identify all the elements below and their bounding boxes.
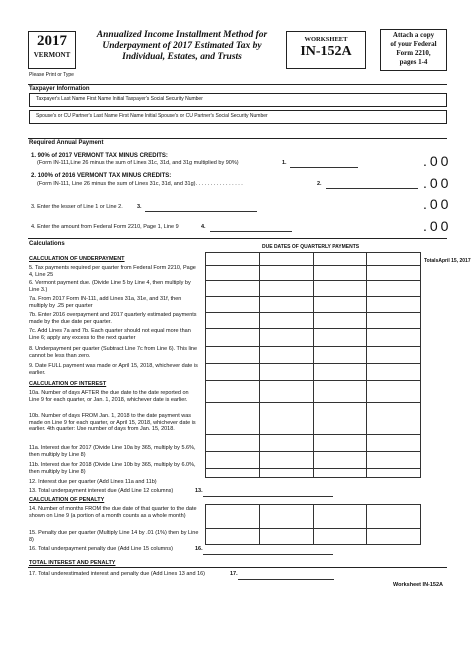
line13-label: 13. Total underpayment interest due (Add Line 12 columns) <box>29 488 174 494</box>
line13-amount-field[interactable] <box>203 496 333 497</box>
underpayment-subheading: CALCULATION OF UNDERPAYMENT <box>29 256 125 262</box>
line4-number: 4. <box>201 224 206 230</box>
q-cell[interactable] <box>206 347 260 364</box>
q-cell[interactable] <box>313 281 367 297</box>
calculations-section-title: Calculations <box>29 241 65 247</box>
q-cell[interactable] <box>206 469 260 478</box>
line4-label: 4. Enter the amount from Federal Form 2210, Page 1, Line 9 <box>31 224 179 230</box>
interest-subheading: CALCULATION OF INTEREST <box>29 381 107 387</box>
line12-label: 12. Interest due per quarter (Add Lines 11a and 11b) <box>29 479 157 485</box>
q-cell[interactable] <box>367 347 421 364</box>
q-cell[interactable] <box>206 529 260 545</box>
line2-amount-field[interactable] <box>326 188 418 189</box>
year: 2017 <box>37 33 67 49</box>
penalty-subheading: CALCULATION OF PENALTY <box>29 497 105 503</box>
q-cell[interactable] <box>206 281 260 297</box>
q-cell[interactable] <box>367 253 421 266</box>
line16-amount-field[interactable] <box>203 554 333 555</box>
line13-number: 13. <box>195 488 203 494</box>
q-cell[interactable] <box>367 435 421 452</box>
line4-amount-field[interactable] <box>210 231 292 232</box>
line7a-label: 7a. From 2017 Form IN-111, add Lines 31a, 31e, and 31f, then multiply by .25 per quarter <box>29 296 182 309</box>
q-cell[interactable] <box>367 469 421 478</box>
line7b-label: 7b. Enter 2016 overpayment and 2017 quarterly estimated payments made by the due date per quarter. <box>29 312 197 325</box>
line2-number: 2. <box>317 181 322 187</box>
line16-number: 16. <box>195 546 203 552</box>
worksheet-label: WORKSHEET <box>304 36 348 43</box>
line1-amount-field[interactable] <box>290 167 358 168</box>
line3-label: 3. Enter the lesser of Line 1 or Line 2. <box>31 204 123 210</box>
attach-line2: of your Federal <box>390 40 437 48</box>
q-cell[interactable] <box>367 403 421 435</box>
spouse-name-label: Spouse's or CU Partner's Last Name First Name Initial Spouse's or CU Partner's Social Security Number <box>36 113 268 119</box>
line5-label: 5. Tax payments required per quarter from Federal Form 2210, Page 4, Line 25 <box>29 265 196 278</box>
q-cell[interactable] <box>206 403 260 435</box>
q-cell[interactable] <box>206 435 260 452</box>
line14-label: 14. Number of months FROM the due date of that quarter to the date shown on Line 9 (a portion of a month counts as a whole month) <box>29 506 197 519</box>
form-title-2: Underpayment of 2017 Estimated Tax by <box>102 41 262 51</box>
q-cell[interactable] <box>367 505 421 529</box>
q-cell[interactable] <box>206 381 260 403</box>
q-cell[interactable] <box>367 529 421 545</box>
q-cell[interactable] <box>367 266 421 281</box>
line1-desc: (Form IN-111,Line 26 minus the sum of Lines 31c, 31d, and 31g multiplied by 90%) <box>37 160 239 166</box>
line1-zero: .00 <box>423 153 452 169</box>
line4-zero: .00 <box>423 218 452 234</box>
q-cell[interactable] <box>313 313 367 329</box>
line17-label: 17. Total underestimated interest and penalty due (Add Lines 13 and 16) <box>29 571 206 577</box>
line17-number: 17. <box>230 571 238 577</box>
attach-line1: Attach a copy <box>392 31 435 39</box>
q-cell[interactable] <box>259 347 313 364</box>
q-cell[interactable] <box>313 266 367 281</box>
penalty-grid <box>205 504 421 545</box>
line2-zero: .00 <box>423 175 452 191</box>
q-cell[interactable] <box>313 381 367 403</box>
line7c-label: 7c. Add Lines 7a and 7b. Each quarter should not equal more than Line 6; apply any excess to the next quarter <box>29 328 191 341</box>
q-cell[interactable] <box>367 297 421 313</box>
worksheet-id: IN-152A <box>300 44 352 59</box>
q-cell[interactable] <box>313 364 367 381</box>
q-cell[interactable] <box>313 452 367 469</box>
line16-label: 16. Total underpayment penalty due (Add Line 15 columns) <box>29 546 173 552</box>
q-cell[interactable] <box>206 505 260 529</box>
q-cell[interactable] <box>367 452 421 469</box>
line9-label: 9. Date FULL payment was made or April 15, 2018, whichever date is earlier. <box>29 363 198 376</box>
q-cell[interactable] <box>259 297 313 313</box>
line10b-label: 10b. Number of days FROM Jan. 1, 2018 to the date payment was made on Line 9 for each quarter, or April 15, 2018, whichever date is earlier. 4th quarter: Use number of days from Jan. 15, 2018. <box>29 413 196 432</box>
footer-worksheet-id: Worksheet IN-152A <box>393 582 444 588</box>
line3-amount-field[interactable] <box>145 211 257 212</box>
totals-column-header: TotalsApril 15, 2017 <box>424 258 471 264</box>
line1-title: 1. 90% of 2017 VERMONT TAX MINUS CREDITS: <box>31 153 168 159</box>
q-cell[interactable] <box>313 297 367 313</box>
q-cell[interactable] <box>206 329 260 347</box>
q-cell[interactable] <box>313 469 367 478</box>
q-cell[interactable] <box>259 529 313 545</box>
q-cell[interactable] <box>367 281 421 297</box>
form-title-1: Annualized Income Installment Method for <box>96 30 268 40</box>
q-cell[interactable] <box>206 313 260 329</box>
q-cell[interactable] <box>206 297 260 313</box>
rule-calculations <box>28 238 447 239</box>
rule-taxpayer <box>28 84 447 85</box>
q-cell[interactable] <box>313 329 367 347</box>
q-cell[interactable] <box>367 364 421 381</box>
q-cell[interactable] <box>259 452 313 469</box>
q-cell[interactable] <box>206 364 260 381</box>
state: VERMONT <box>33 51 71 59</box>
print-note: Please Print or Type <box>29 72 74 78</box>
q-cell[interactable] <box>313 253 367 266</box>
rule-total <box>28 567 447 568</box>
line3-number: 3. <box>137 204 142 210</box>
line2-title: 2. 100% of 2016 VERMONT TAX MINUS CREDITS: <box>31 173 172 179</box>
q-cell[interactable] <box>259 381 313 403</box>
line2-desc: (Form IN-111, Line 26 minus the sum of Lines 31c, 31d, and 31g). . . . . . . . . . . . . . . . <box>37 181 243 187</box>
q-cell[interactable] <box>259 435 313 452</box>
q-cell[interactable] <box>259 281 313 297</box>
line6-label: 6. Vermont payment due. (Divide Line 5 by Line 4, then multiply by Line 3.) <box>29 280 191 293</box>
line1-number: 1. <box>282 160 287 166</box>
q-cell[interactable] <box>259 253 313 266</box>
line10a-label: 10a. Number of days AFTER the due date to the date reported on Line 9 for each quarter, or Jan. 1, 2018, whichever date is earlier. <box>29 390 189 403</box>
quarterly-grid <box>205 252 421 478</box>
q-cell[interactable] <box>206 452 260 469</box>
q-cell[interactable] <box>313 505 367 529</box>
q-cell[interactable] <box>259 505 313 529</box>
q-cell[interactable] <box>313 403 367 435</box>
rule-required <box>28 138 447 139</box>
q-cell[interactable] <box>259 469 313 478</box>
q-cell[interactable] <box>259 266 313 281</box>
q-cell[interactable] <box>259 313 313 329</box>
total-subheading: TOTAL INTEREST AND PENALTY <box>29 560 116 566</box>
q-cell[interactable] <box>206 266 260 281</box>
attach-line3: Form 2210, <box>396 49 431 57</box>
q-cell[interactable] <box>313 529 367 545</box>
line11a-label: 11a. Interest due for 2017 (Divide Line 10a by 365, multiply by 5.6%, then multiply by Line 8) <box>29 445 196 458</box>
taxpayer-section-title: Taxpayer Information <box>29 86 90 92</box>
line17-amount-field[interactable] <box>238 579 334 580</box>
line3-zero: .00 <box>423 196 452 212</box>
q-cell[interactable] <box>367 313 421 329</box>
q-cell[interactable] <box>259 364 313 381</box>
attach-line4: pages 1-4 <box>399 58 428 66</box>
q-cell[interactable] <box>259 329 313 347</box>
line15-label: 15. Penalty due per quarter (Multiply Line 14 by .01 (1%) then by Line 8) <box>29 530 199 543</box>
taxpayer-name-label: Taxpayer's Last Name First Name Initial Taxpayer's Social Security Number <box>36 96 203 102</box>
q-cell[interactable] <box>367 329 421 347</box>
q-cell[interactable] <box>313 347 367 364</box>
q-cell[interactable] <box>313 435 367 452</box>
q-cell[interactable] <box>367 381 421 403</box>
line8-label: 8. Underpayment per quarter (Subtract Line 7c from Line 6). This line cannot be less than zero. <box>29 346 198 359</box>
q-cell[interactable] <box>206 253 260 266</box>
line11b-label: 11b. Interest due for 2018 (Divide Line 10b by 365, multiply by 6.0%, then multiply by Line 8) <box>29 462 196 475</box>
q-cell[interactable] <box>259 403 313 435</box>
required-section-title: Required Annual Payment <box>29 140 104 146</box>
form-title-3: Individual, Estates, and Trusts <box>122 52 242 62</box>
due-dates-header: DUE DATES OF QUARTERLY PAYMENTS <box>262 244 360 250</box>
